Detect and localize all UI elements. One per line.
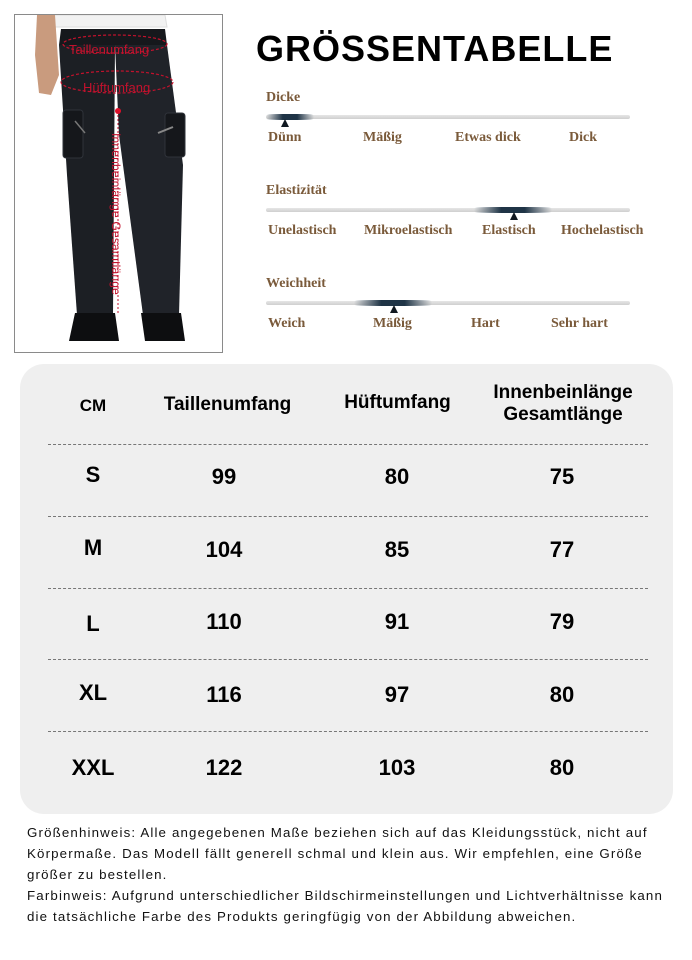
notes xyxy=(27,822,677,927)
scale-marker-icon xyxy=(281,119,289,127)
scale-label: Dicke xyxy=(266,90,301,105)
row-divider xyxy=(48,731,648,732)
scale-option: Unelastisch xyxy=(268,223,337,238)
cell-length: 79 xyxy=(549,609,575,634)
row-divider xyxy=(48,659,648,660)
scale-option: Etwas dick xyxy=(455,130,521,145)
scale-option: Mäßig xyxy=(373,316,412,331)
cell-size: XXL xyxy=(71,755,115,780)
row-divider xyxy=(48,588,648,589)
header-hip: Hüftumfang xyxy=(344,392,451,413)
size-table xyxy=(20,364,673,814)
scale-track xyxy=(266,208,630,212)
cell-size: M xyxy=(83,535,103,560)
cell-waist: 116 xyxy=(206,682,242,707)
cell-length: 80 xyxy=(549,682,575,707)
scale-label: Weichheit xyxy=(266,276,326,291)
row-divider xyxy=(48,516,648,517)
cell-hip: 97 xyxy=(384,682,410,707)
scale-option: Mikroelastisch xyxy=(364,223,453,238)
cell-length: 77 xyxy=(549,537,575,562)
scale-option: Elastisch xyxy=(482,223,536,238)
header-total-length: Gesamtlänge xyxy=(503,404,623,425)
cell-size: S xyxy=(85,462,101,487)
header-length xyxy=(478,382,648,426)
scale-highlight xyxy=(266,114,314,120)
scale-softness xyxy=(266,276,632,336)
cell-waist: 110 xyxy=(206,609,242,634)
scale-option: Sehr hart xyxy=(551,316,608,331)
scale-elasticity xyxy=(266,183,644,243)
header-waist: Taillenumfang xyxy=(163,394,292,415)
cell-waist: 99 xyxy=(211,464,237,489)
scale-option: Hochelastisch xyxy=(561,223,644,238)
scale-option: Hart xyxy=(471,316,500,331)
waist-measure-label: Taillenumfang xyxy=(69,42,150,57)
product-photo xyxy=(14,14,223,353)
inseam-measure-label: Innenbeinlänge Gesamtlänge xyxy=(109,133,123,295)
scale-thickness xyxy=(266,90,632,150)
scale-track xyxy=(266,301,630,305)
cell-hip: 103 xyxy=(378,755,416,780)
row-divider xyxy=(48,444,648,445)
scale-marker-icon xyxy=(390,305,398,313)
scale-option: Dick xyxy=(569,130,597,145)
scale-marker-icon xyxy=(510,212,518,220)
cell-waist: 104 xyxy=(205,537,243,562)
cell-waist: 122 xyxy=(205,755,243,780)
cell-length: 75 xyxy=(549,464,575,489)
header-inseam: Innenbeinlänge xyxy=(493,382,633,403)
scale-track xyxy=(266,115,630,119)
page-title: GRÖSSENTABELLE xyxy=(256,28,614,69)
cell-hip: 85 xyxy=(384,537,410,562)
cell-hip: 91 xyxy=(384,609,410,634)
cell-size: L xyxy=(86,611,100,636)
scale-option: Dünn xyxy=(268,130,302,145)
scale-option: Mäßig xyxy=(363,130,402,145)
color-hint-text: Farbinweis: Aufgrund unterschiedlicher Bildschirmeinstellungen und Lichtverhältnisse kann die tatsächliche Farbe des Produkts geringfügig von der Abbildung abweichen. xyxy=(27,888,663,924)
scale-label: Elastizität xyxy=(266,183,327,198)
cell-size: XL xyxy=(78,680,108,705)
cell-hip: 80 xyxy=(384,464,410,489)
cell-length: 80 xyxy=(549,755,575,780)
hip-measure-label: Hüftumfang xyxy=(83,80,151,95)
size-hint-text: Größenhinweis: Alle angegebenen Maße beziehen sich auf das Kleidungsstück, nicht auf Körpermaße. Das Modell fällt generell schmal und klein aus. Wir empfehlen, eine Größe größer zu bestellen. xyxy=(27,825,648,882)
header-cm: CM xyxy=(79,396,107,415)
scale-option: Weich xyxy=(268,316,306,331)
